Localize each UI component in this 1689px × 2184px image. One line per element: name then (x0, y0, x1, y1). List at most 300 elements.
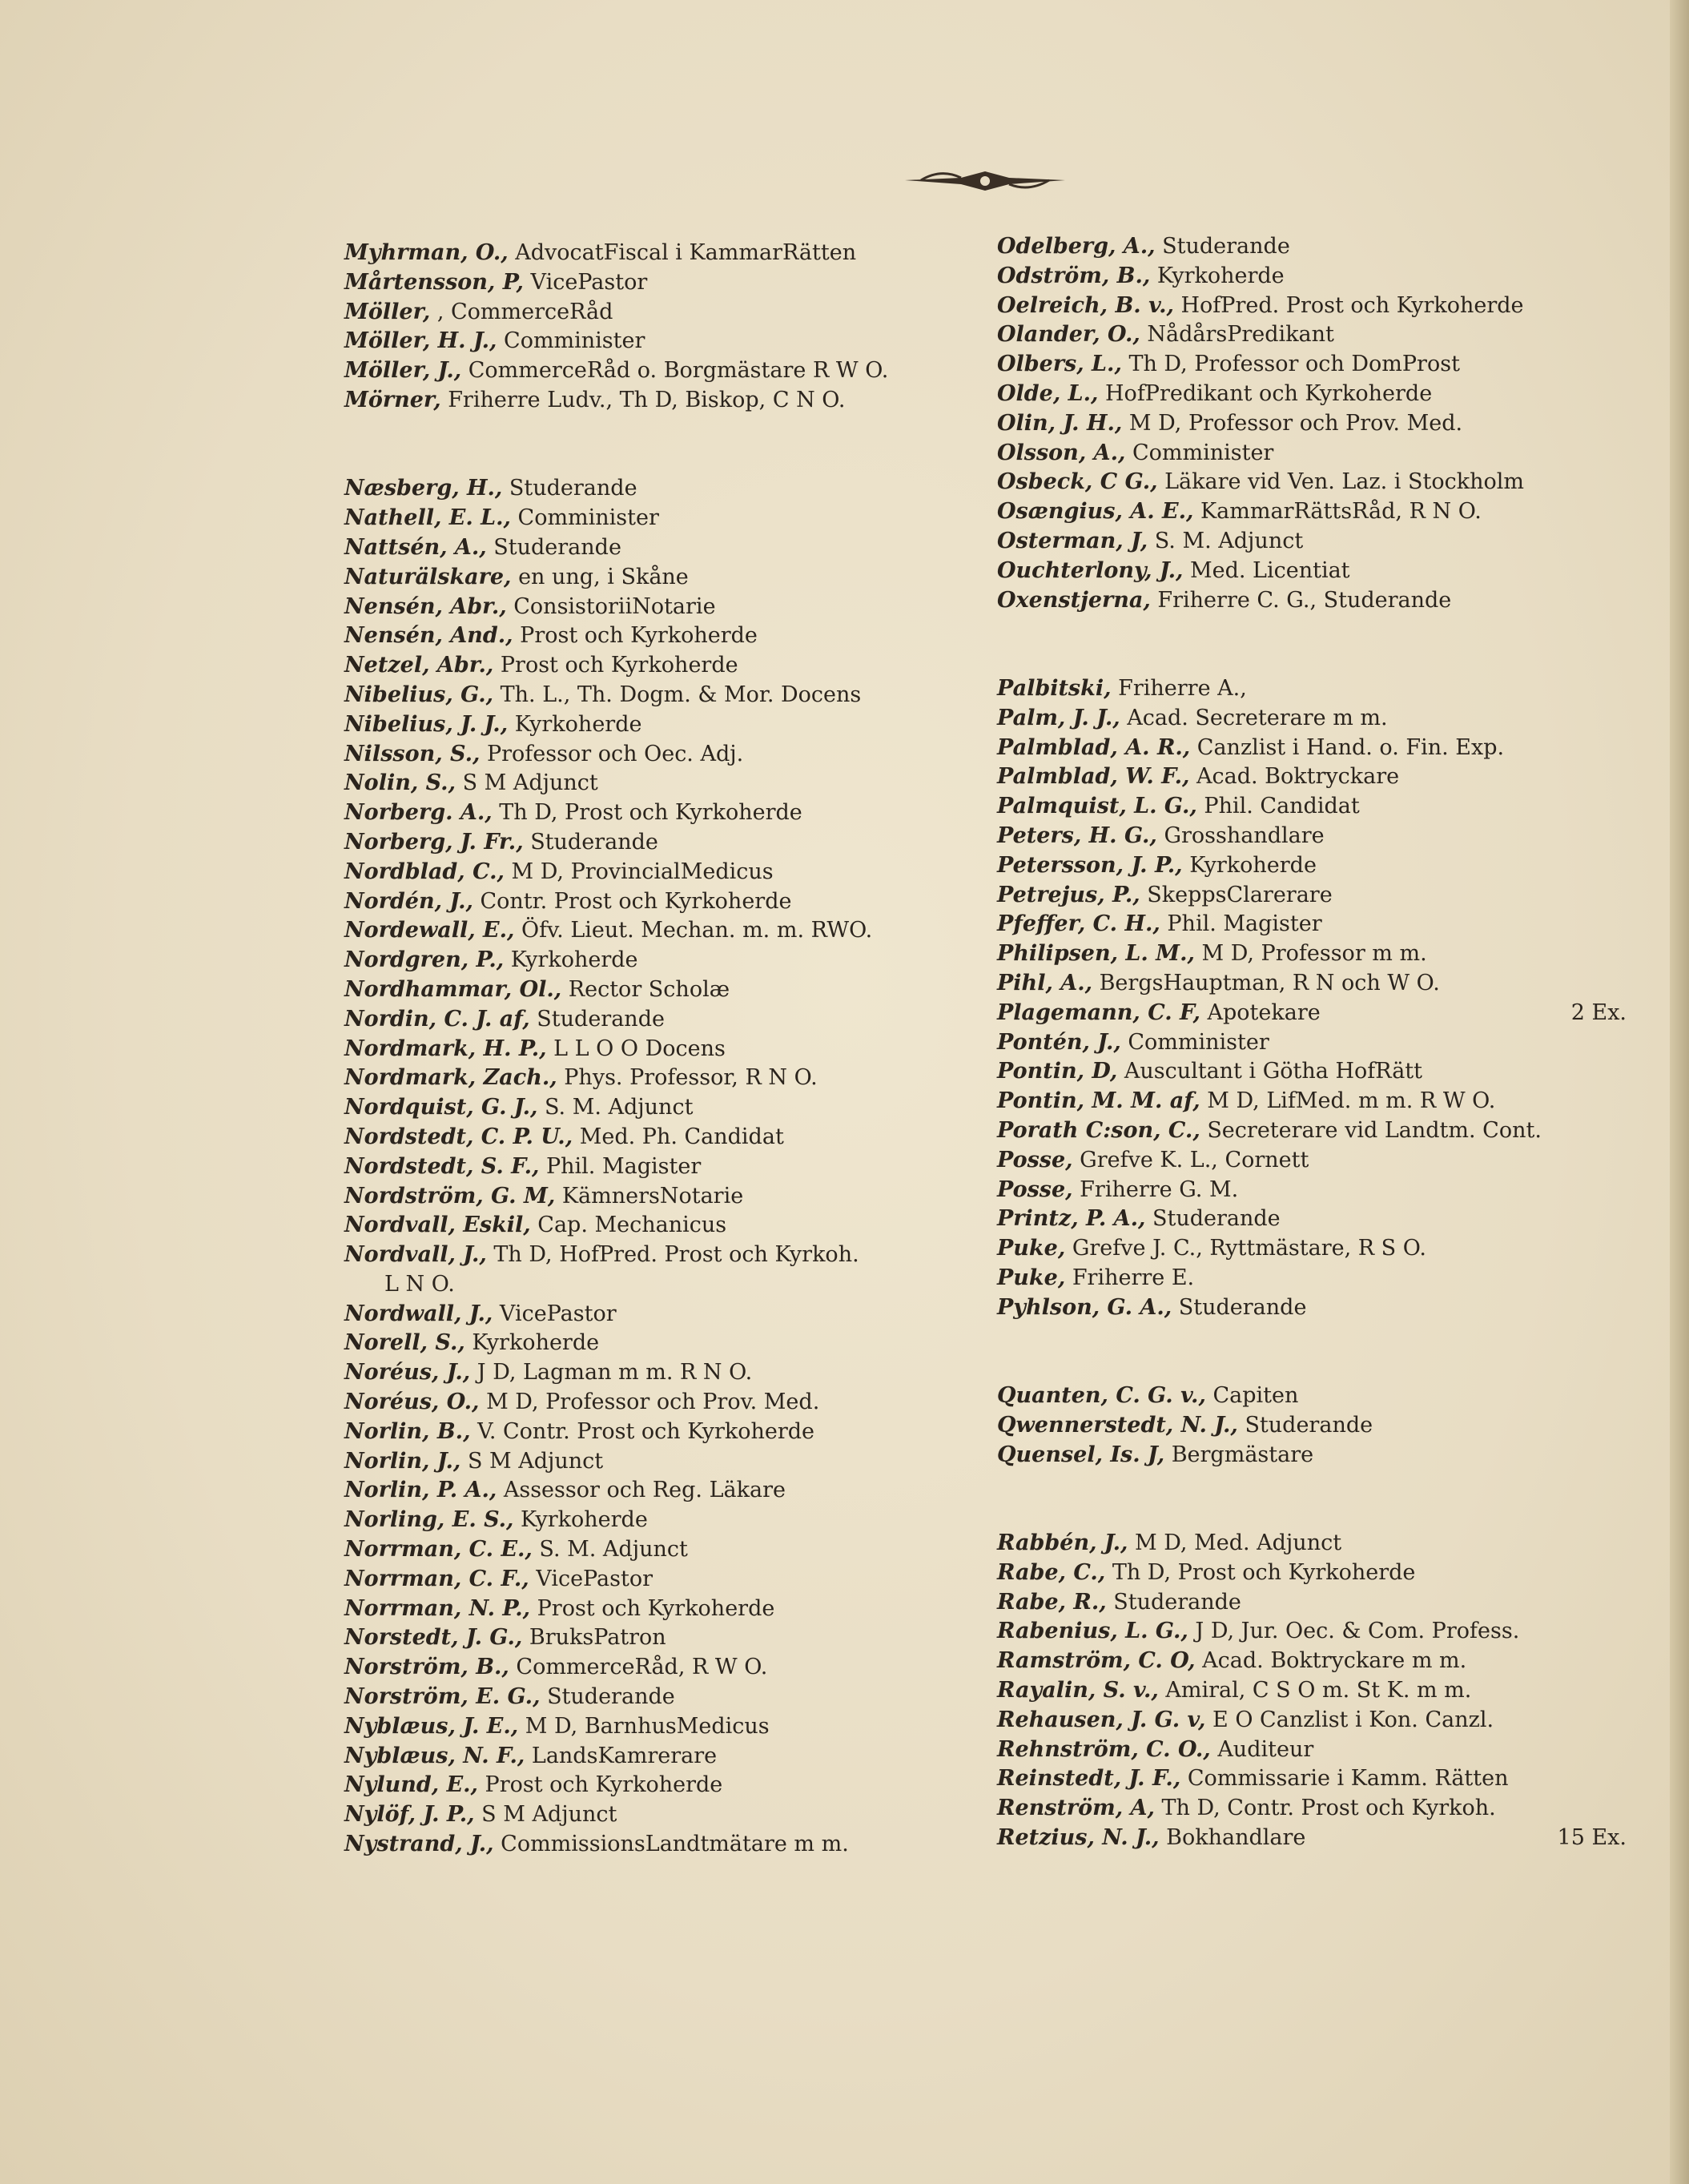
entry-description: Capiten (1212, 1383, 1299, 1409)
entry-description: Phil. Magister (545, 1153, 702, 1179)
list-item (997, 1736, 1646, 1765)
entry-description: Phil. Candidat (1204, 794, 1360, 819)
entry-name: Printz, P. A., (997, 1206, 1146, 1232)
list-item (997, 1676, 1646, 1706)
list-item (997, 1146, 1646, 1176)
entry-description: Auditeur (1217, 1736, 1314, 1762)
list-item (997, 497, 1646, 527)
entry-name: Norström, B., (344, 1655, 509, 1680)
entry-description: Grosshandlare (1164, 823, 1325, 848)
entry-name: Norstedt, J. G., (344, 1625, 523, 1651)
entry-description: Friherre G. M. (1080, 1176, 1239, 1202)
entry-description: Kyrkoherde (1156, 263, 1285, 288)
entry-description: Öfv. Lieut. Mechan. m. m. RWO. (521, 918, 873, 943)
list-item (344, 1683, 1001, 1712)
entry-description: BruksPatron (529, 1625, 666, 1651)
entry-description: NådårsPredikant (1147, 322, 1334, 348)
list-item (344, 386, 1001, 416)
list-item (344, 681, 1001, 710)
entry-description: Professor och Oec. Adj. (486, 741, 744, 766)
entry-description: , CommerceRåd (436, 299, 613, 324)
entry-name: Nylöf, J. P., (344, 1802, 475, 1828)
section-gap (344, 416, 1001, 445)
section-gap (997, 1470, 1646, 1499)
list-item (344, 887, 1001, 917)
list-item (997, 792, 1646, 822)
entry-description: Studerande (1162, 234, 1290, 259)
entry-description: KämnersNotarie (561, 1183, 744, 1209)
entry-description: BergsHauptman, R N och W O. (1099, 970, 1440, 995)
entry-name: Rabe, R., (997, 1589, 1107, 1615)
list-item (997, 1293, 1646, 1323)
entry-name: Norström, E. G., (344, 1684, 541, 1710)
entry-description: Th D, HofPred. Prost och Kyrkoh. (493, 1242, 859, 1268)
entry-name: Reinstedt, J. F., (997, 1766, 1181, 1792)
entry-name: Næsberg, H., (344, 476, 503, 501)
entry-description: Bokhandlare (1166, 1825, 1306, 1851)
list-item (997, 232, 1646, 262)
entry-description: Med. Ph. Candidat (579, 1124, 784, 1149)
entry-name: Nensén, Abr., (344, 593, 507, 619)
entry-description: Phil. Magister (1167, 911, 1322, 937)
entry-group (997, 232, 1646, 615)
entry-name: Nordin, C. J. af, (344, 1006, 530, 1032)
entry-description: HofPred. Prost och Kyrkoherde (1180, 292, 1524, 318)
list-item (344, 1035, 1001, 1064)
list-item (344, 946, 1001, 975)
entry-description: M D, Professor m m. (1201, 941, 1427, 967)
entry-description: Phys. Professor, R N O. (564, 1065, 818, 1091)
entry-name: Noréus, J., (344, 1360, 471, 1386)
list-item (997, 557, 1646, 586)
entry-description: LandsKamrerare (531, 1743, 718, 1768)
entry-description: Studerande (509, 476, 637, 501)
entry-description: ConsistoriiNotarie (513, 593, 716, 619)
entry-name: Nensén, And., (344, 623, 513, 649)
entry-description: M D, Med. Adjunct (1135, 1530, 1342, 1556)
list-item (344, 1152, 1001, 1182)
list-item (997, 468, 1646, 497)
list-item (344, 1476, 1001, 1506)
entry-group (344, 474, 1001, 1859)
list-item (344, 327, 1001, 356)
entry-description: Studerande (1152, 1206, 1281, 1232)
entry-description: VicePastor (499, 1301, 617, 1326)
entry-name: Norlin, J., (344, 1448, 461, 1474)
list-item (997, 1794, 1646, 1824)
entry-description: L N O. (384, 1271, 455, 1297)
list-item (997, 320, 1646, 350)
entry-description: Prost och Kyrkoherde (537, 1595, 775, 1621)
entry-name: Ouchterlony, J., (997, 557, 1184, 583)
copies-note: 2 Ex. (1570, 999, 1627, 1025)
entry-description: Comminister (1132, 440, 1274, 465)
list-item (997, 1559, 1646, 1588)
entry-description: HofPredikant och Kyrkoherde (1105, 380, 1433, 406)
list-item (344, 651, 1001, 681)
list-item (997, 527, 1646, 557)
entry-description: Acad. Secreterare m m. (1127, 705, 1388, 730)
entry-description: Kyrkoherde (514, 711, 642, 737)
entry-name: Nordstedt, S. F., (344, 1153, 540, 1179)
entry-name: Nylund, E., (344, 1772, 478, 1798)
entry-name: Nordewall, E., (344, 918, 515, 943)
list-item (344, 1241, 1001, 1270)
entry-name: Pyhlson, G. A., (997, 1294, 1172, 1320)
list-item (344, 740, 1001, 770)
entry-description: Friherre Ludv., Th D, Biskop, C N O. (448, 387, 846, 412)
entry-name: Peters, H. G., (997, 823, 1157, 848)
list-item (997, 1176, 1646, 1205)
entry-description: S. M. Adjunct (545, 1095, 694, 1120)
entry-name: Netzel, Abr., (344, 653, 494, 678)
entry-description: J D, Lagman m m. R N O. (477, 1360, 753, 1386)
entry-description: Rector Scholæ (568, 976, 730, 1002)
list-item (344, 504, 1001, 533)
entry-name: Möller, J., (344, 358, 462, 384)
entry-description: Acad. Boktryckare (1196, 764, 1400, 790)
entry-name: Nordmark, Zach., (344, 1065, 557, 1091)
entry-name: Nordquist, G. J., (344, 1095, 538, 1120)
entry-name: Norberg. A., (344, 800, 493, 826)
list-item (997, 350, 1646, 380)
entry-name: Norling, E. S., (344, 1507, 514, 1533)
list-item (344, 356, 1001, 386)
entry-description: Läkare vid Ven. Laz. i Stockholm (1164, 469, 1524, 495)
entry-group (997, 1382, 1646, 1470)
list-item (344, 1358, 1001, 1388)
entry-description: M D, LifMed. m m. R W O. (1207, 1088, 1496, 1114)
entry-description: Comminister (517, 505, 659, 531)
list-item (344, 1595, 1001, 1624)
entry-name: Nolin, S., (344, 770, 456, 796)
entry-description: S M Adjunct (462, 770, 598, 796)
entry-name: Norrman, C. F., (344, 1566, 529, 1591)
list-item (997, 1706, 1646, 1736)
list-item (997, 1824, 1646, 1853)
entry-description: CommerceRåd o. Borgmästare R W O. (468, 358, 889, 384)
list-item (997, 1588, 1646, 1618)
list-item (344, 621, 1001, 651)
entry-name: Norrman, N. P., (344, 1595, 531, 1621)
entry-name: Olin, J. H., (997, 410, 1123, 436)
entry-description: Studerande (1113, 1589, 1241, 1615)
list-item (344, 1300, 1001, 1329)
list-item (344, 769, 1001, 798)
entry-description: Studerande (1245, 1412, 1373, 1438)
entry-name: Nordwall, J., (344, 1301, 493, 1326)
list-item (997, 1617, 1646, 1647)
list-item (344, 593, 1001, 622)
list-item (344, 975, 1001, 1005)
section-gap (997, 1499, 1646, 1529)
entry-name: Norlin, B., (344, 1418, 471, 1444)
list-item (997, 1764, 1646, 1794)
entry-description: Prost och Kyrkoherde (485, 1772, 723, 1798)
entry-name: Nystrand, J., (344, 1832, 494, 1857)
entry-description: Canzlist i Hand. o. Fin. Exp. (1196, 734, 1505, 760)
entry-description: SkeppsClarerare (1147, 882, 1333, 907)
list-item (997, 1647, 1646, 1676)
entry-name: Palmblad, W. F., (997, 764, 1190, 790)
entry-description: Th D, Prost och Kyrkoherde (499, 800, 802, 826)
entry-description: CommissionsLandtmätare m m. (501, 1832, 849, 1857)
entry-name: Nordén, J., (344, 888, 473, 914)
list-item (344, 828, 1001, 858)
list-item (997, 1441, 1646, 1470)
entry-description: Commissarie i Kamm. Rätten (1187, 1766, 1509, 1792)
entry-name: Oelreich, B. v., (997, 292, 1174, 318)
entry-description: Th D, Professor och DomProst (1128, 352, 1460, 377)
copies-note: 15 Ex. (1557, 1825, 1627, 1851)
entry-name: Pontén, J., (997, 1029, 1121, 1055)
entry-name: Porath C:son, C., (997, 1117, 1200, 1143)
entry-name: Nibelius, J. J., (344, 711, 509, 737)
entry-description: Studerande (493, 534, 621, 560)
entry-description: Friherre A., (1118, 675, 1247, 701)
list-item (997, 262, 1646, 292)
entry-description: Amiral, C S O m. St K. m m. (1165, 1678, 1472, 1703)
entry-description: Comminister (504, 328, 645, 354)
entry-description: Th. L., Th. Dogm. & Mor. Docens (500, 682, 862, 707)
entry-name: Renström, A, (997, 1796, 1155, 1821)
entry-name: Mårtensson, P, (344, 269, 524, 295)
entry-name: Nordhammar, Ol., (344, 976, 562, 1002)
entry-name: Petrejus, P., (997, 882, 1140, 907)
entry-description: Kyrkoherde (472, 1330, 600, 1356)
entry-description: en ung, i Skåne (518, 564, 689, 589)
list-item (344, 1800, 1001, 1830)
list-item (344, 1506, 1001, 1535)
list-item (997, 292, 1646, 321)
list-item (997, 380, 1646, 409)
entry-name: Norell, S., (344, 1330, 465, 1356)
entry-name: Palmquist, L. G., (997, 794, 1197, 819)
entry-description: Studerande (537, 1006, 665, 1032)
entry-description: Prost och Kyrkoherde (520, 623, 758, 649)
list-item (344, 1093, 1001, 1123)
section-gap (344, 445, 1001, 475)
list-item (344, 1418, 1001, 1447)
list-item (344, 798, 1001, 828)
list-item (344, 1712, 1001, 1742)
entry-name: Mörner, (344, 387, 441, 412)
entry-name: Rabbén, J., (997, 1530, 1128, 1556)
entry-name: Norberg, J. Fr., (344, 829, 524, 855)
entry-description: Grefve K. L., Cornett (1080, 1147, 1309, 1172)
entry-description: Prost och Kyrkoherde (500, 653, 738, 678)
entry-name: Pfeffer, C. H., (997, 911, 1160, 937)
entry-description: Th D, Prost och Kyrkoherde (1112, 1559, 1416, 1585)
list-item (997, 1529, 1646, 1559)
list-item (997, 1411, 1646, 1441)
entry-name: Nordmark, H. P., (344, 1036, 547, 1061)
entry-description: M D, ProvincialMedicus (511, 859, 774, 884)
entry-description: L L O O Docens (553, 1036, 726, 1061)
entry-name: Pontin, D, (997, 1059, 1118, 1084)
entry-name: Nordvall, J., (344, 1242, 487, 1268)
entry-name: Pontin, M. M. af, (997, 1088, 1200, 1114)
entry-name: Olsson, A., (997, 440, 1126, 465)
list-item (997, 1116, 1646, 1146)
entry-name: Quensel, Is. J, (997, 1442, 1165, 1467)
entry-name: Naturälskare, (344, 564, 512, 589)
list-item (344, 474, 1001, 504)
entry-name: Noréus, O., (344, 1390, 480, 1415)
list-item (344, 1830, 1001, 1860)
list-item (344, 858, 1001, 887)
entry-name: Rabe, C., (997, 1559, 1106, 1585)
entry-name: Rayalin, S. v., (997, 1678, 1159, 1703)
entry-name: Plagemann, C. F, (997, 999, 1200, 1025)
entry-name: Myhrman, O., (344, 240, 509, 265)
entry-description: VicePastor (530, 269, 648, 295)
entry-name: Nordblad, C., (344, 859, 505, 884)
list-item (344, 533, 1001, 563)
list-item (997, 1087, 1646, 1116)
entry-description: CommerceRåd, R W O. (516, 1655, 768, 1680)
list-item (344, 563, 1001, 593)
entry-description: Acad. Boktryckare m m. (1202, 1648, 1467, 1674)
left-column (344, 239, 1001, 1860)
entry-description: Studerande (547, 1684, 675, 1710)
list-item (344, 268, 1001, 298)
entry-name: Palbitski, (997, 675, 1112, 701)
entry-name: Nordgren, P., (344, 947, 505, 973)
list-item (997, 674, 1646, 704)
list-item (344, 710, 1001, 740)
list-item (997, 851, 1646, 881)
entry-group (997, 1529, 1646, 1853)
list-item (997, 734, 1646, 763)
entry-name: Palmblad, A. R., (997, 734, 1191, 760)
entry-name: Nathell, E. L., (344, 505, 511, 531)
entry-name: Rehausen, J. G. v, (997, 1707, 1206, 1732)
entry-name: Odelberg, A., (997, 234, 1156, 259)
entry-name: Petersson, J. P., (997, 852, 1183, 878)
right-column (997, 232, 1646, 1853)
entry-description: S. M. Adjunct (1154, 528, 1304, 553)
list-item (344, 1565, 1001, 1595)
list-item (344, 1447, 1001, 1477)
entry-name: Rabenius, L. G., (997, 1619, 1188, 1644)
entry-group (344, 239, 1001, 416)
entry-description: Friherre C. G., Studerande (1157, 587, 1452, 613)
entry-group (997, 674, 1646, 1323)
entry-name: Nyblæus, N. F., (344, 1743, 525, 1768)
list-item (344, 1182, 1001, 1212)
list-item (344, 239, 1001, 268)
entry-description: V. Contr. Prost och Kyrkoherde (477, 1418, 815, 1444)
entry-description: M D, Professor och Prov. Med. (486, 1390, 820, 1415)
entry-name: Osterman, J, (997, 528, 1148, 553)
entry-description: E O Canzlist i Kon. Canzl. (1212, 1707, 1494, 1732)
entry-name: Quanten, C. G. v., (997, 1383, 1206, 1409)
list-item (997, 881, 1646, 911)
entry-name: Posse, (997, 1176, 1073, 1202)
entry-name: Osængius, A. E., (997, 499, 1194, 525)
list-item (997, 1382, 1646, 1411)
list-item (997, 939, 1646, 969)
entry-name: Rehnström, C. O., (997, 1736, 1211, 1762)
list-item (997, 762, 1646, 792)
list-item (344, 1653, 1001, 1683)
list-item (997, 910, 1646, 939)
entry-name: Nibelius, G., (344, 682, 494, 707)
entry-name: Olde, L., (997, 380, 1099, 406)
list-item (997, 822, 1646, 851)
entry-name: Nordvall, Eskil, (344, 1213, 531, 1238)
entry-name: Philipsen, L. M., (997, 941, 1195, 967)
entry-description: AdvocatFiscal i KammarRätten (515, 240, 857, 265)
entry-description: KammarRättsRåd, R N O. (1200, 499, 1482, 525)
entry-name: Posse, (997, 1147, 1073, 1172)
entry-name: Nordström, G. M, (344, 1183, 556, 1209)
list-item (344, 1329, 1001, 1358)
entry-description: Th D, Contr. Prost och Kyrkoh. (1161, 1796, 1496, 1821)
list-item (997, 1205, 1646, 1234)
entry-description: M D, BarnhusMedicus (525, 1713, 770, 1739)
entry-description: Kyrkoherde (521, 1507, 648, 1533)
entry-name: Oxenstjerna, (997, 587, 1151, 613)
entry-description: VicePastor (536, 1566, 653, 1591)
list-item (344, 1064, 1001, 1093)
list-item (997, 409, 1646, 439)
entry-name: Nilsson, S., (344, 741, 481, 766)
entry-name: Odström, B., (997, 263, 1151, 288)
list-item (997, 1028, 1646, 1058)
entry-name: Möller, H. J., (344, 328, 497, 354)
list-item (997, 1264, 1646, 1293)
entry-name: Qwennerstedt, N. J., (997, 1412, 1238, 1438)
entry-name: Palm, J. J., (997, 705, 1120, 730)
entry-description: Studerande (530, 829, 658, 855)
list-item (344, 298, 1001, 328)
entry-name: Norrman, C. E., (344, 1537, 533, 1563)
entry-name: Norlin, P. A., (344, 1478, 497, 1503)
list-item (344, 1211, 1001, 1241)
section-gap (997, 615, 1646, 645)
list-item (344, 1771, 1001, 1800)
entry-name: Nattsén, A., (344, 534, 487, 560)
entry-description: Studerande (1178, 1294, 1307, 1320)
entry-description: Assessor och Reg. Läkare (503, 1478, 786, 1503)
list-item (344, 1623, 1001, 1653)
list-item (997, 439, 1646, 469)
entry-description: Auscultant i Götha HofRätt (1124, 1059, 1422, 1084)
section-gap (997, 1322, 1646, 1352)
entry-description: J D, Jur. Oec. & Com. Profess. (1195, 1619, 1520, 1644)
entry-description: Comminister (1128, 1029, 1269, 1055)
list-item (997, 1234, 1646, 1264)
list-item (344, 1535, 1001, 1565)
section-gap (997, 1352, 1646, 1382)
entry-description: S M Adjunct (467, 1448, 604, 1474)
entry-description: Friherre E. (1072, 1265, 1195, 1290)
ornament-icon (897, 160, 1073, 200)
list-item (344, 1742, 1001, 1772)
entry-name: Olbers, L., (997, 352, 1122, 377)
entry-name: Ramström, C. O, (997, 1648, 1196, 1674)
entry-description: Kyrkoherde (510, 947, 638, 973)
entry-description: Apotekare (1207, 999, 1321, 1025)
list-item (344, 1388, 1001, 1418)
list-item (344, 916, 1001, 946)
entry-name: Nordstedt, C. P. U., (344, 1124, 573, 1149)
entry-name: Osbeck, C G., (997, 469, 1158, 495)
entry-name: Retzius, N. J., (997, 1825, 1160, 1851)
entry-description: M D, Professor och Prov. Med. (1128, 410, 1463, 436)
